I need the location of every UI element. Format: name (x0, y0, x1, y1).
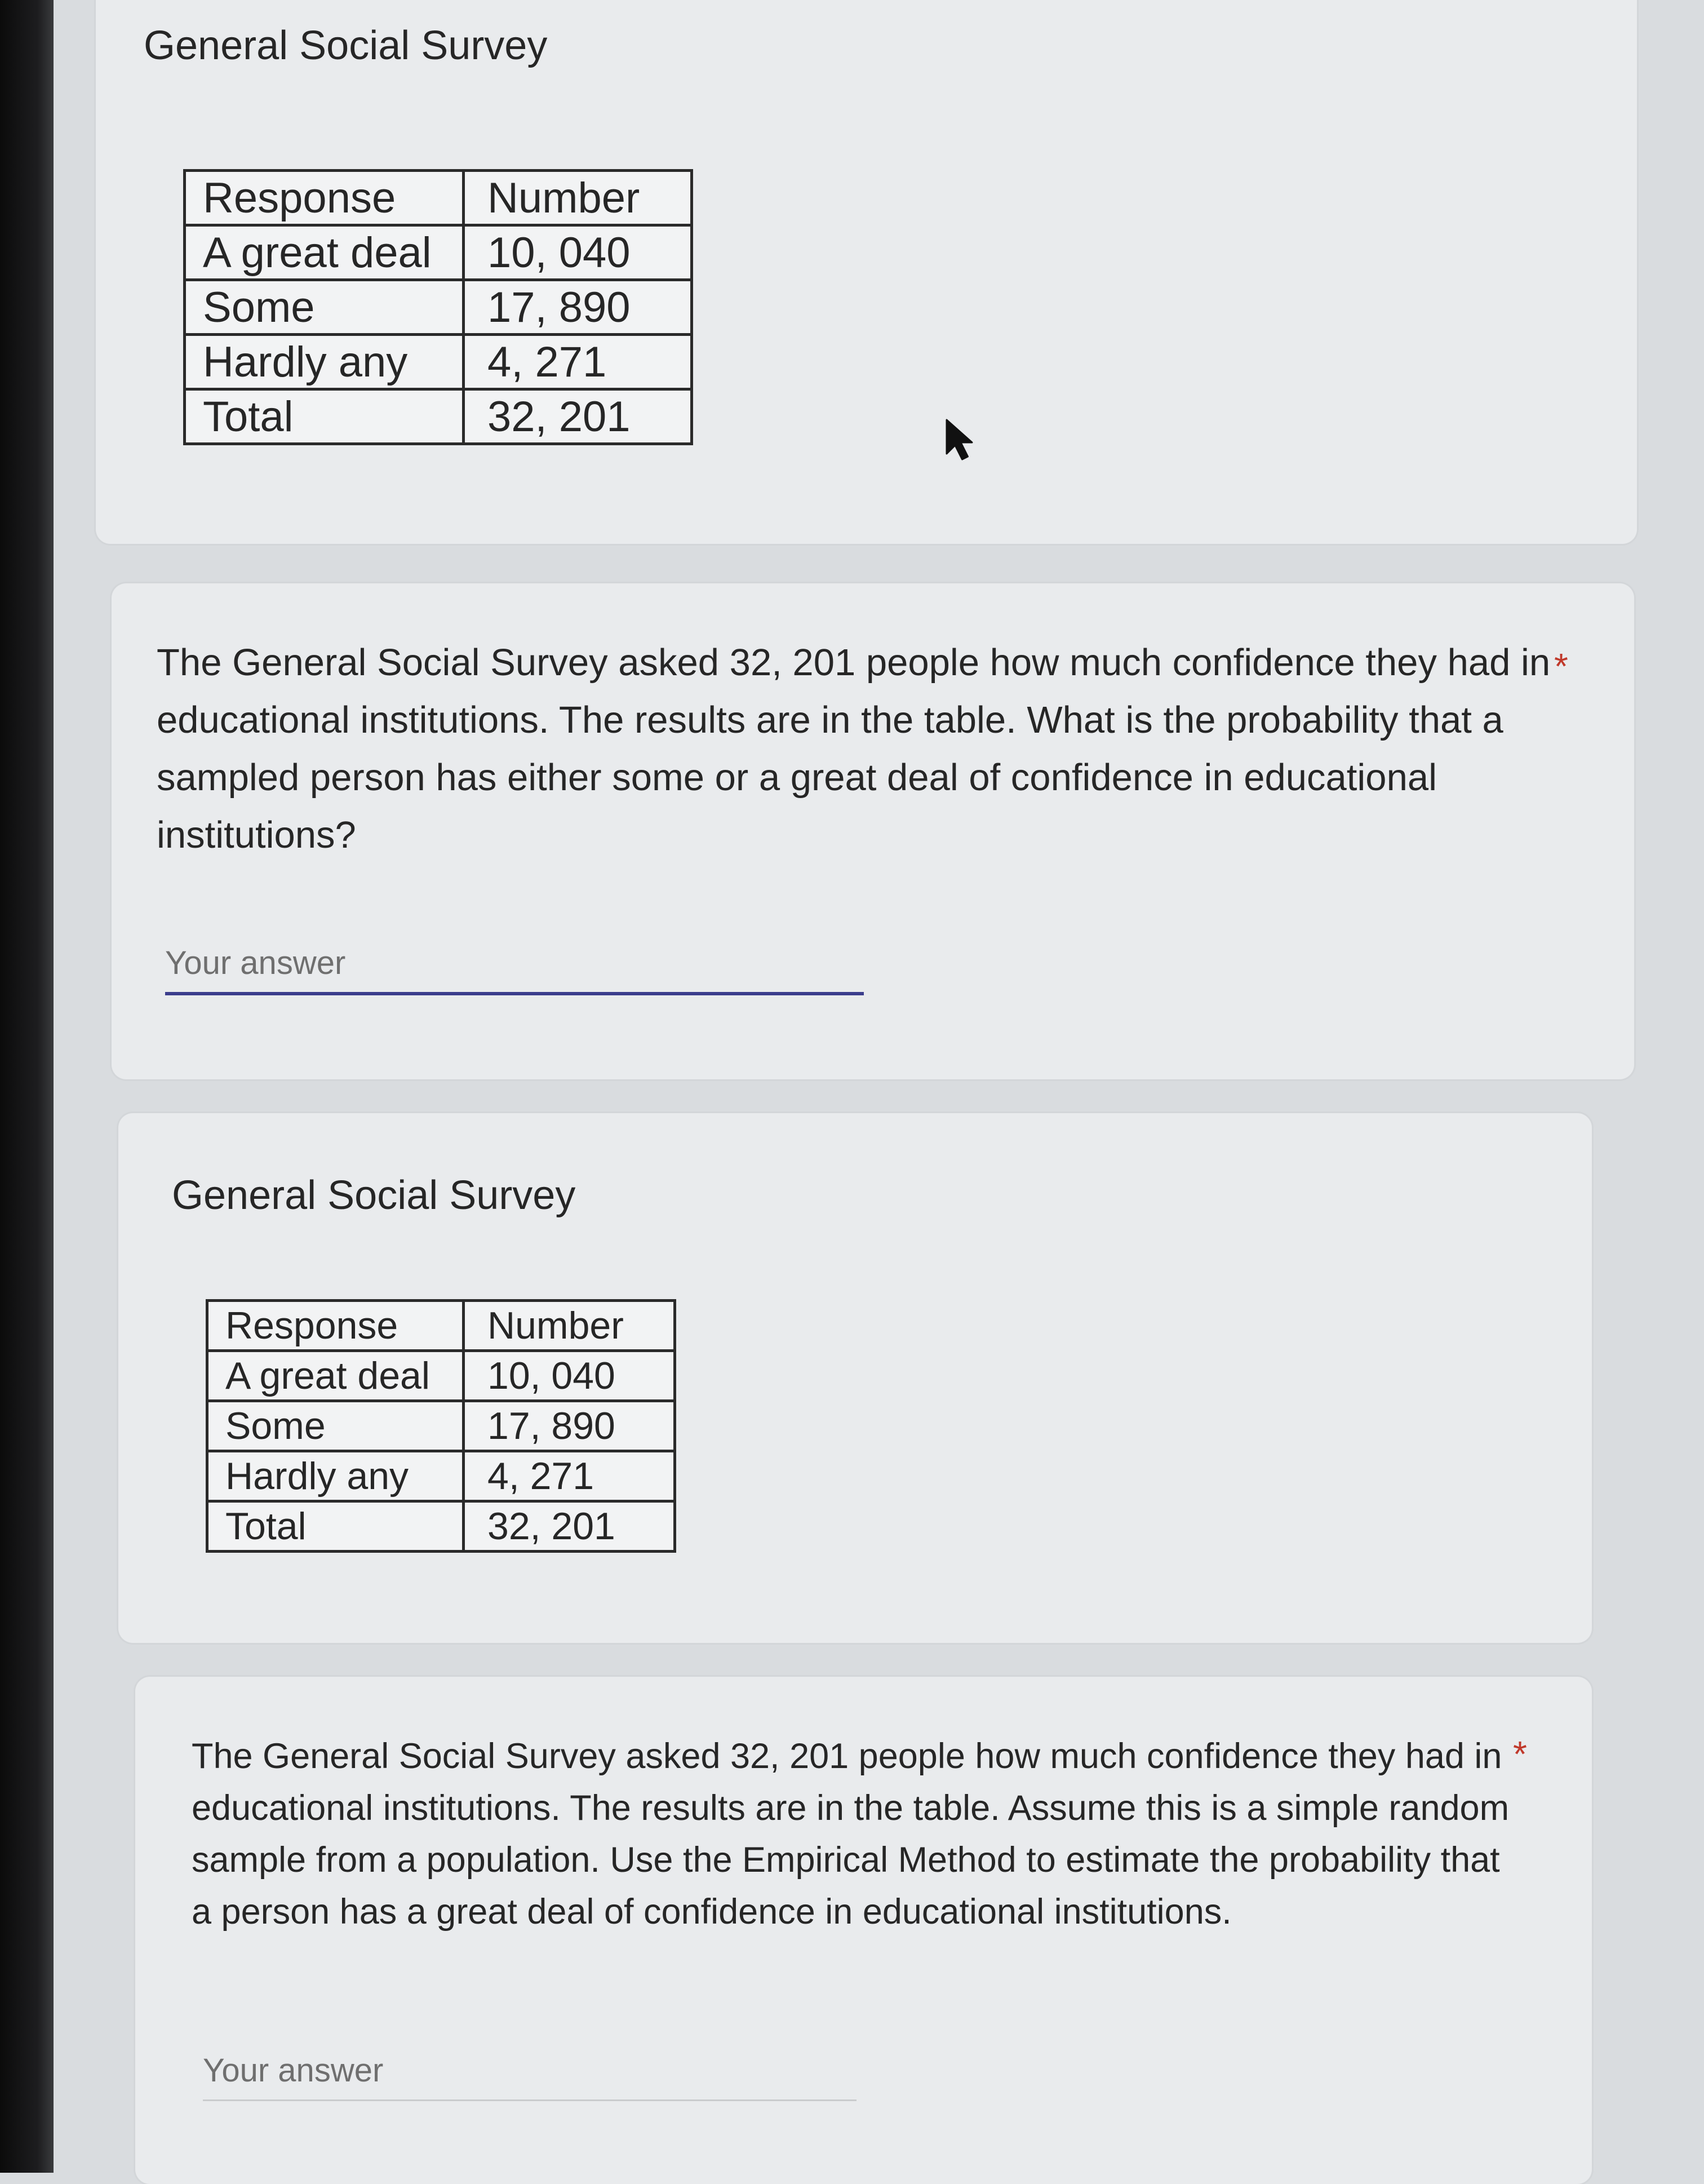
table-cell: Total (185, 389, 464, 444)
table-cell: 32, 201 (464, 389, 692, 444)
table-cell: 10, 040 (464, 225, 692, 280)
table-row (185, 335, 692, 389)
table-row (207, 1451, 675, 1501)
table-cell: 32, 201 (464, 1501, 675, 1552)
table-header-cell: Response (207, 1301, 464, 1351)
survey-table-card-2 (118, 1113, 1592, 1643)
table-cell: Some (207, 1401, 464, 1451)
table-cell: 10, 040 (464, 1351, 675, 1401)
section-title: General Social Survey (144, 23, 548, 68)
table-row (207, 1351, 675, 1401)
table-header-cell: Response (185, 171, 464, 225)
table-header-row (185, 171, 692, 225)
question-text: The General Social Survey asked 32, 201 people how much confidence they had in educational institutions. The results are in the table. What is the probability that a sampled person has either some or a great deal of confidence in educational institutions? (157, 641, 1551, 856)
answer-input[interactable] (165, 944, 864, 995)
table-cell: Hardly any (207, 1451, 464, 1501)
screen-left-edge (0, 0, 54, 2173)
table-row (185, 225, 692, 280)
required-asterisk: * (1513, 1734, 1527, 1774)
required-asterisk: * (1554, 646, 1568, 686)
table-header-row (207, 1301, 675, 1351)
table-cell: A great deal (207, 1351, 464, 1401)
table-row (185, 389, 692, 444)
question-card-1 (112, 583, 1634, 1079)
table-cell: 4, 271 (464, 1451, 675, 1501)
survey-table (206, 1299, 676, 1553)
section-title: General Social Survey (172, 1173, 576, 1218)
table-cell: Total (207, 1501, 464, 1552)
answer-input[interactable] (203, 2052, 857, 2101)
table-cell: Hardly any (185, 335, 464, 389)
table-cell: 17, 890 (464, 1401, 675, 1451)
table-row (185, 280, 692, 335)
table-header-cell: Number (464, 1301, 675, 1351)
mouse-pointer-icon (944, 417, 978, 462)
question-card-2 (135, 1677, 1592, 2184)
table-cell: 17, 890 (464, 280, 692, 335)
survey-table-card-1 (96, 0, 1637, 544)
table-row (207, 1501, 675, 1552)
table-header-cell: Number (464, 171, 692, 225)
table-row (207, 1401, 675, 1451)
survey-table (183, 169, 693, 445)
table-cell: 4, 271 (464, 335, 692, 389)
table-cell: A great deal (185, 225, 464, 280)
question-text: The General Social Survey asked 32, 201 people how much confidence they had in educational institutions. The results are in the table. Assume this is a simple random sample from a population. Use the Empirical Method to estimate the probability that a person has a great deal of confidence in educational institutions. (192, 1736, 1510, 1932)
table-cell: Some (185, 280, 464, 335)
